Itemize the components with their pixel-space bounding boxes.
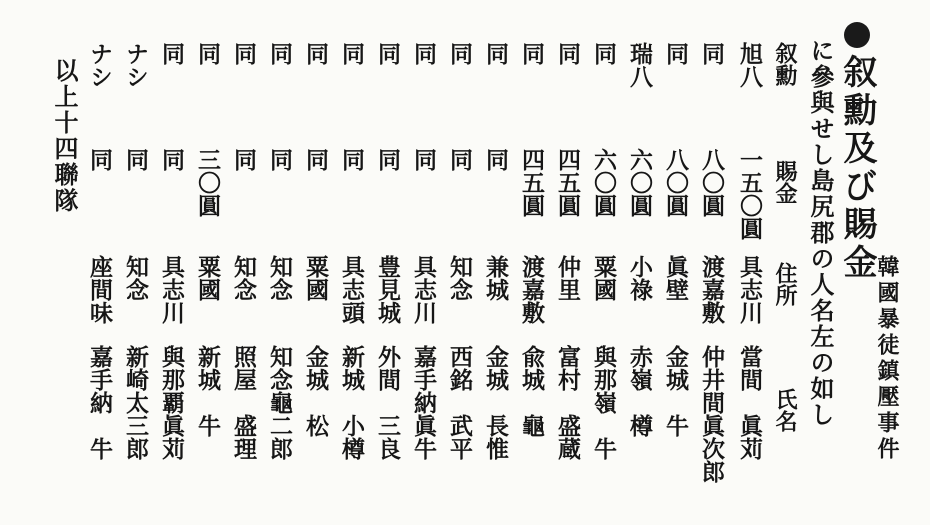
row-18-money: 同 [86,148,113,171]
row-2-money: 八〇圓 [662,148,689,217]
row-15-money: 三〇圓 [194,148,221,217]
row-8-decoration: 同 [446,42,473,65]
row-2-address: 眞壁 [662,255,689,301]
column-header-address: 住所 [772,262,798,306]
document-subtitle: に參與せし島尻郡の人名左の如し [806,38,835,428]
row-6-address: 渡嘉敷 [518,255,545,324]
document-footer: 以上十四聯隊 [50,58,79,214]
row-17-address: 知念 [122,255,149,301]
row-7-decoration: 同 [482,42,509,65]
row-10-address: 豊見城 [374,255,401,324]
row-9-decoration: 同 [410,42,437,65]
row-7-name: 金城 長惟 [482,345,509,460]
row-2-decoration: 同 [662,42,689,65]
row-6-money: 四五圓 [518,148,545,217]
row-11-address: 具志頭 [338,255,365,324]
row-6-decoration: 同 [518,42,545,65]
row-11-money: 同 [338,148,365,171]
row-10-money: 同 [374,148,401,171]
row-17-name: 新崎太三郎 [122,345,149,460]
row-8-address: 知念 [446,255,473,301]
row-4-decoration: 同 [590,42,617,65]
row-15-decoration: 同 [194,42,221,65]
row-17-money: 同 [122,148,149,171]
row-2-name: 金城 牛 [662,345,689,437]
row-16-money: 同 [158,148,185,171]
row-13-address: 知念 [266,255,293,301]
row-1-decoration: 同 [698,42,725,65]
row-7-address: 兼城 [482,255,509,301]
row-15-address: 粟國 [194,255,221,301]
document-title [837,22,877,282]
row-16-name: 與那覇眞苅 [158,345,185,460]
row-9-address: 具志川 [410,255,437,324]
row-13-name: 知念龜二郎 [266,345,293,460]
row-13-money: 同 [266,148,293,171]
row-3-name: 赤嶺 樽 [626,345,653,437]
row-8-name: 西銘 武平 [446,345,473,460]
row-10-name: 外間 三良 [374,345,401,460]
column-header-money: 賜金 [772,160,798,204]
row-12-address: 粟國 [302,255,329,301]
row-18-address: 座間味 [86,255,113,324]
column-header-name: 氏名 [772,388,798,432]
row-12-decoration: 同 [302,42,329,65]
row-0-money: 一五〇圓 [736,148,763,240]
incident-label: 韓國暴徒鎮壓事件 [874,255,900,463]
row-14-address: 知念 [230,255,257,301]
row-9-name: 嘉手納眞牛 [410,345,437,460]
row-12-name: 金城 松 [302,345,329,437]
row-7-money: 同 [482,148,509,171]
row-3-address: 小祿 [626,255,653,301]
row-5-name: 富村 盛蔵 [554,345,581,460]
row-10-decoration: 同 [374,42,401,65]
row-0-name: 當間 眞苅 [736,345,763,460]
row-8-money: 同 [446,148,473,171]
row-4-money: 六〇圓 [590,148,617,217]
row-18-decoration: ナシ [86,42,113,88]
column-header-decoration: 叙勳 [772,42,798,86]
title-text: 叙勳及び賜金 [837,54,877,282]
row-3-money: 六〇圓 [626,148,653,217]
row-5-money: 四五圓 [554,148,581,217]
row-16-decoration: 同 [158,42,185,65]
row-14-decoration: 同 [230,42,257,65]
row-3-decoration: 瑞八 [626,42,653,88]
row-4-name: 與那嶺 牛 [590,345,617,460]
row-13-decoration: 同 [266,42,293,65]
row-16-address: 具志川 [158,255,185,324]
row-5-decoration: 同 [554,42,581,65]
title-bullet-icon [844,22,870,48]
row-14-name: 照屋 盛理 [230,345,257,460]
row-9-money: 同 [410,148,437,171]
row-11-decoration: 同 [338,42,365,65]
row-0-decoration: 旭八 [736,42,763,88]
row-18-name: 嘉手納 牛 [86,345,113,460]
row-1-name: 仲井間眞次郎 [698,345,725,483]
row-1-address: 渡嘉敷 [698,255,725,324]
row-14-money: 同 [230,148,257,171]
row-11-name: 新城 小樽 [338,345,365,460]
row-12-money: 同 [302,148,329,171]
row-0-address: 具志川 [736,255,763,324]
row-15-name: 新城 牛 [194,345,221,437]
row-17-decoration: ナシ [122,42,149,88]
row-4-address: 粟國 [590,255,617,301]
row-5-address: 仲里 [554,255,581,301]
row-6-name: 兪城 龜 [518,345,545,437]
row-1-money: 八〇圓 [698,148,725,217]
